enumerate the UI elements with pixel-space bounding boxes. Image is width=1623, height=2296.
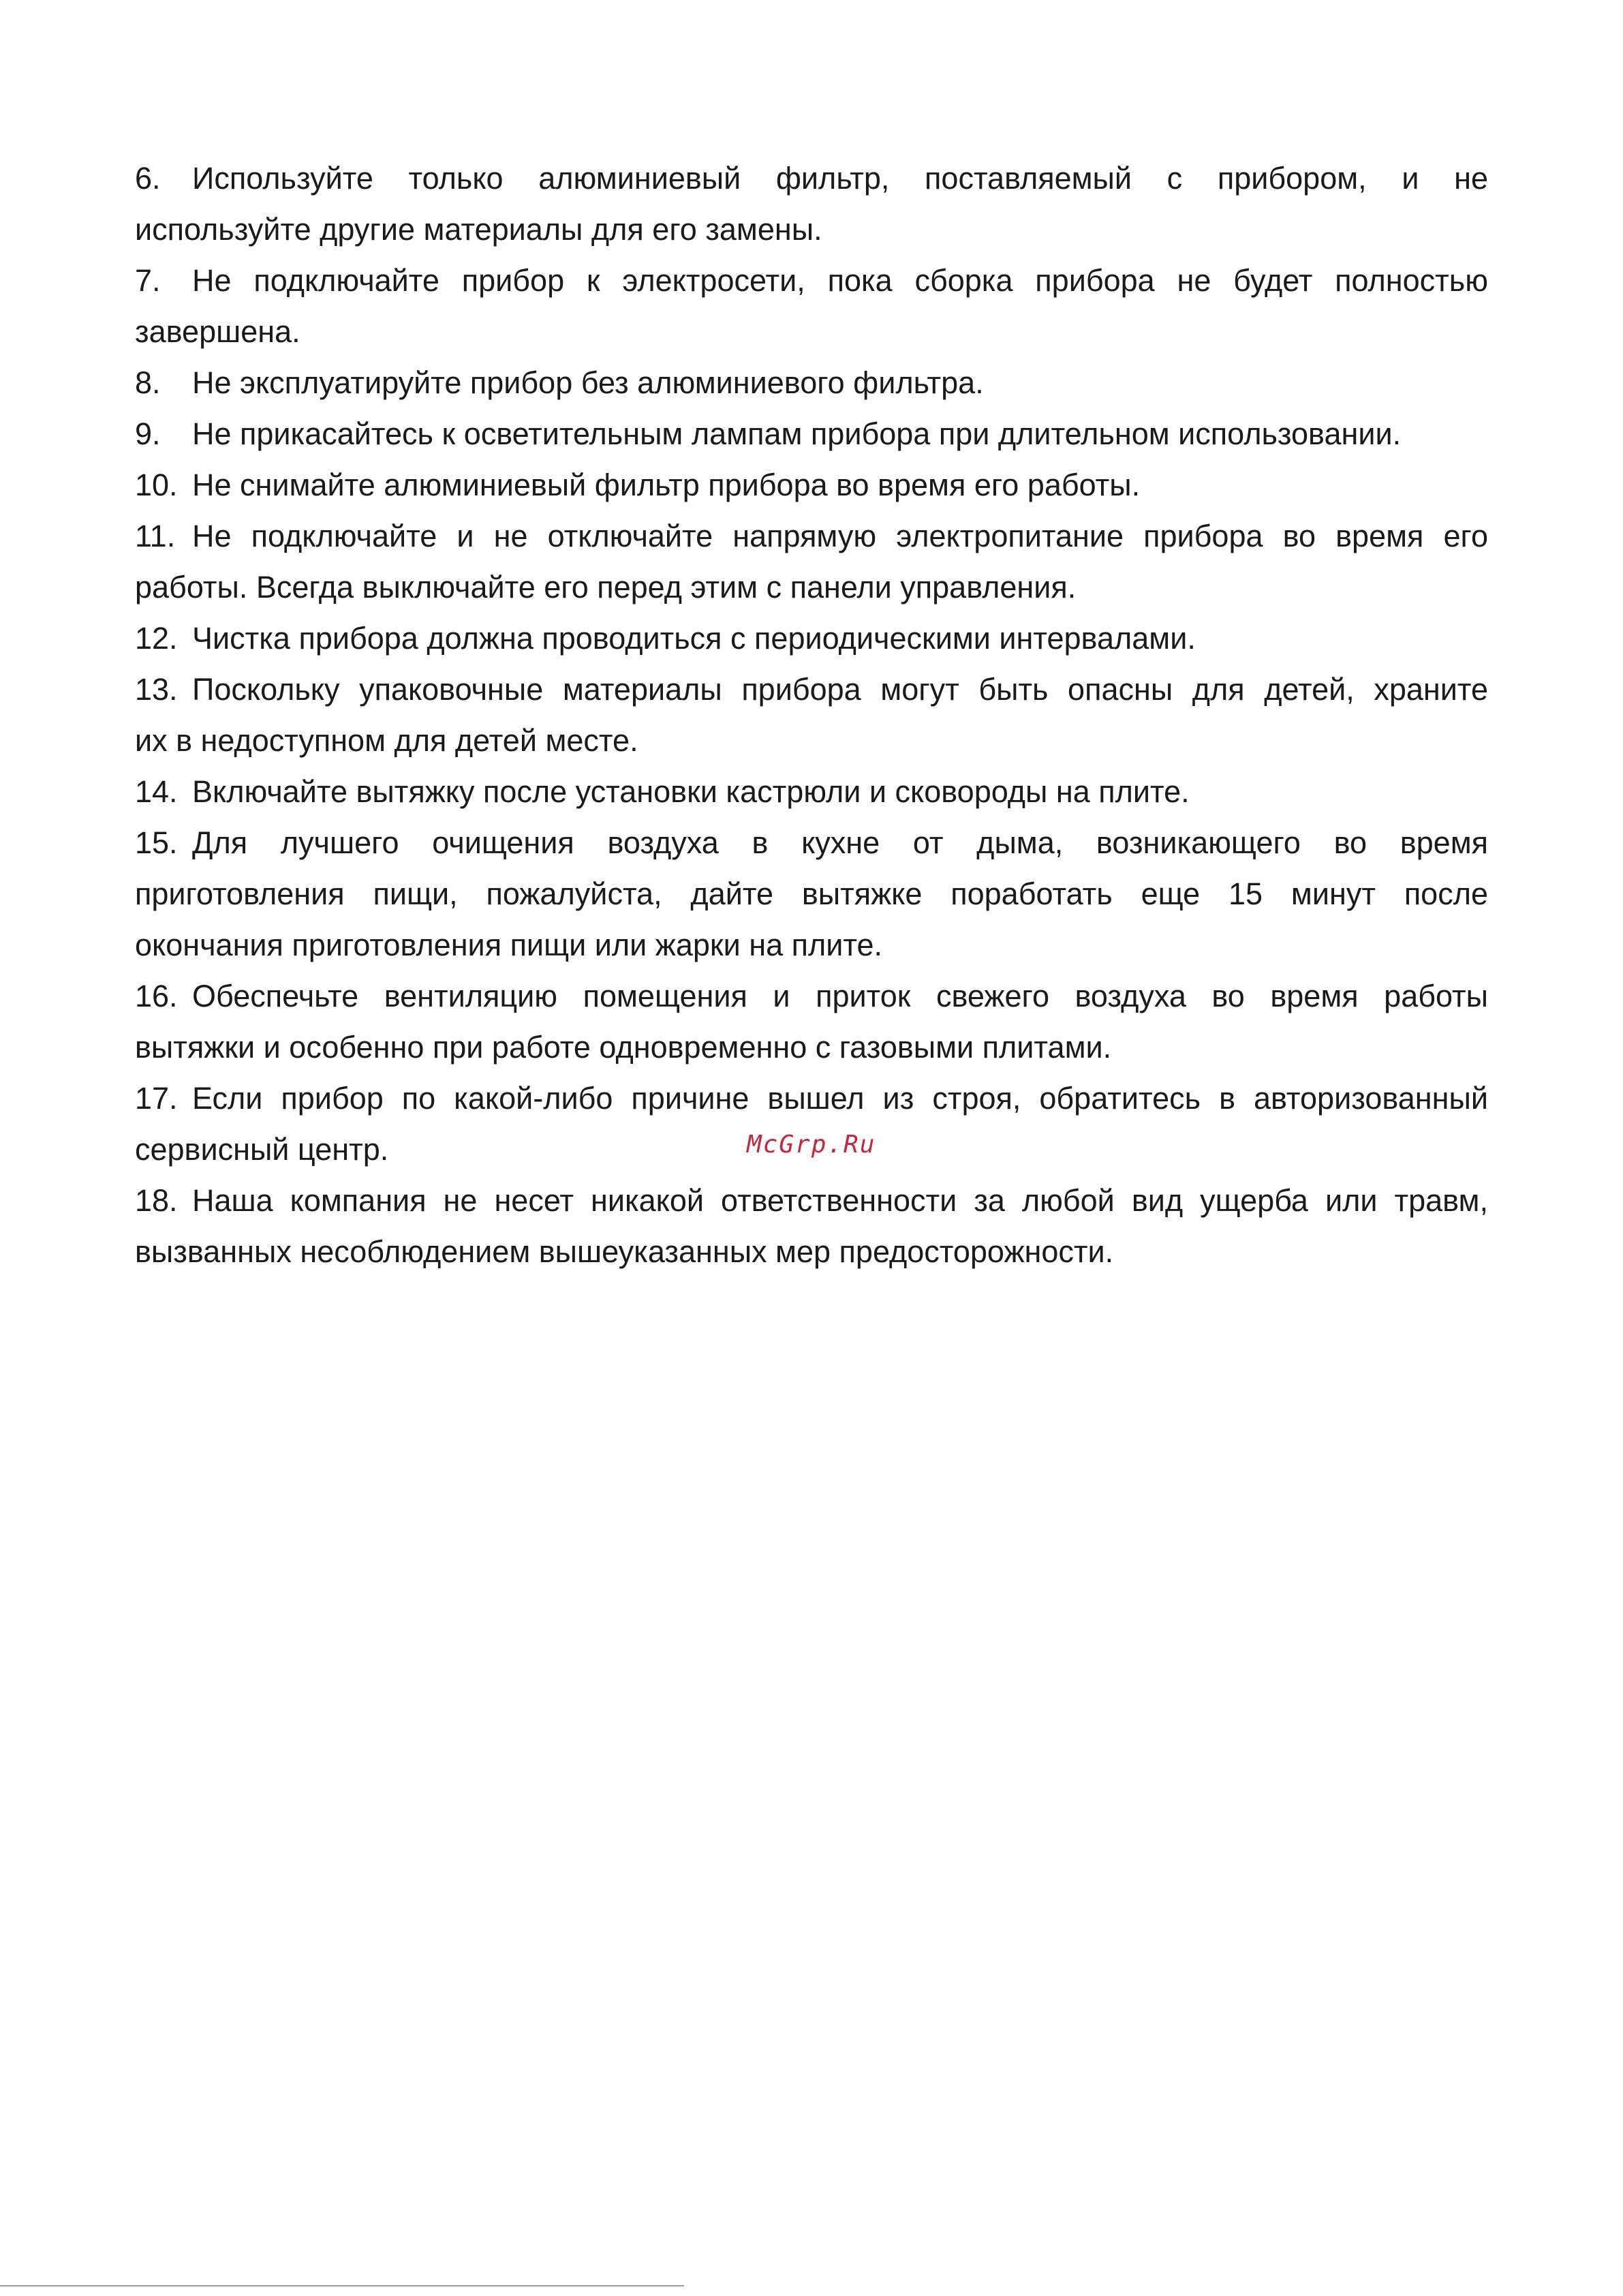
item-number: 12. (135, 621, 178, 656)
item-number: 6. (135, 161, 161, 196)
list-item (135, 255, 1488, 306)
list-item (135, 153, 1488, 204)
precautions-list (135, 153, 1488, 1277)
item-text: Включайте вытяжку после установки кастрюли и сковороды на плите. (192, 774, 1190, 809)
list-item (135, 817, 1488, 868)
item-number: 11. (135, 519, 176, 553)
item-line: Если прибор по какой-либо причине вышел из строя, обратитесь в авторизованный (192, 1081, 1488, 1116)
item-text (192, 1073, 1488, 1124)
list-item (135, 459, 1488, 510)
item-continuation: используйте другие материалы для его замены. (135, 212, 822, 247)
item-number: 17. (135, 1081, 178, 1116)
list-item (135, 970, 1488, 1022)
item-number: 18. (135, 1183, 178, 1218)
item-number: 10. (135, 468, 178, 502)
item-number: 7. (135, 263, 161, 298)
watermark: McGrp.Ru (747, 1131, 876, 1159)
item-number: 8. (135, 365, 161, 400)
item-continuation: работы. Всегда выключайте его перед этим с панели управления. (135, 570, 1077, 604)
list-item (135, 664, 1488, 715)
item-line: Обеспечьте вентиляцию помещения и приток свежего воздуха во время работы (192, 979, 1488, 1013)
item-continuation: окончания приготовления пищи или жарки на плите. (135, 928, 883, 962)
item-text (192, 817, 1488, 868)
item-text (192, 255, 1488, 306)
item-text (192, 1175, 1488, 1226)
list-item (135, 613, 1488, 664)
item-line: Наша компания не несет никакой ответственности за любой вид ущерба или травм, (192, 1183, 1488, 1218)
list-item (135, 408, 1488, 459)
item-text: Чистка прибора должна проводиться с периодическими интервалами. (192, 621, 1196, 656)
footnote-divider (0, 2285, 684, 2286)
item-number: 16. (135, 979, 178, 1013)
item-text (192, 970, 1488, 1022)
item-text (192, 510, 1488, 562)
item-continuation: вызванных несоблюдением вышеуказанных мер предосторожности. (135, 1234, 1114, 1269)
item-continuation: их в недоступном для детей месте. (135, 723, 638, 758)
item-line: Используйте только алюминиевый фильтр, поставляемый с прибором, и не (192, 161, 1488, 196)
item-continuation: приготовления пищи, пожалуйста, дайте вытяжке поработать еще 15 минут после (135, 876, 1488, 911)
item-text: Не снимайте алюминиевый фильтр прибора во время его работы. (192, 468, 1141, 502)
list-item (135, 357, 1488, 408)
item-text (192, 664, 1488, 715)
item-number: 13. (135, 672, 178, 707)
item-number: 9. (135, 416, 161, 451)
list-item (135, 1073, 1488, 1124)
item-line: Поскольку упаковочные материалы прибора могут быть опасны для детей, храните (192, 672, 1488, 707)
item-continuation: сервисный центр. (135, 1132, 389, 1167)
item-continuation: завершена. (135, 314, 300, 349)
item-line: Не подключайте прибор к электросети, пока сборка прибора не будет полностью (192, 263, 1488, 298)
item-text: Не эксплуатируйте прибор без алюминиевого фильтра. (192, 365, 984, 400)
list-item (135, 1175, 1488, 1226)
item-continuation: вытяжки и особенно при работе одновременно с газовыми плитами. (135, 1030, 1112, 1065)
item-number: 14. (135, 774, 178, 809)
item-text (192, 153, 1488, 204)
list-item (135, 510, 1488, 562)
item-line: Не подключайте и не отключайте напрямую электропитание прибора во время его (192, 519, 1488, 553)
list-item (135, 766, 1488, 817)
item-line: Для лучшего очищения воздуха в кухне от дыма, возникающего во время (192, 825, 1488, 860)
item-number: 15. (135, 825, 178, 860)
item-text: Не прикасайтесь к осветительным лампам прибора при длительном использовании. (192, 416, 1402, 451)
